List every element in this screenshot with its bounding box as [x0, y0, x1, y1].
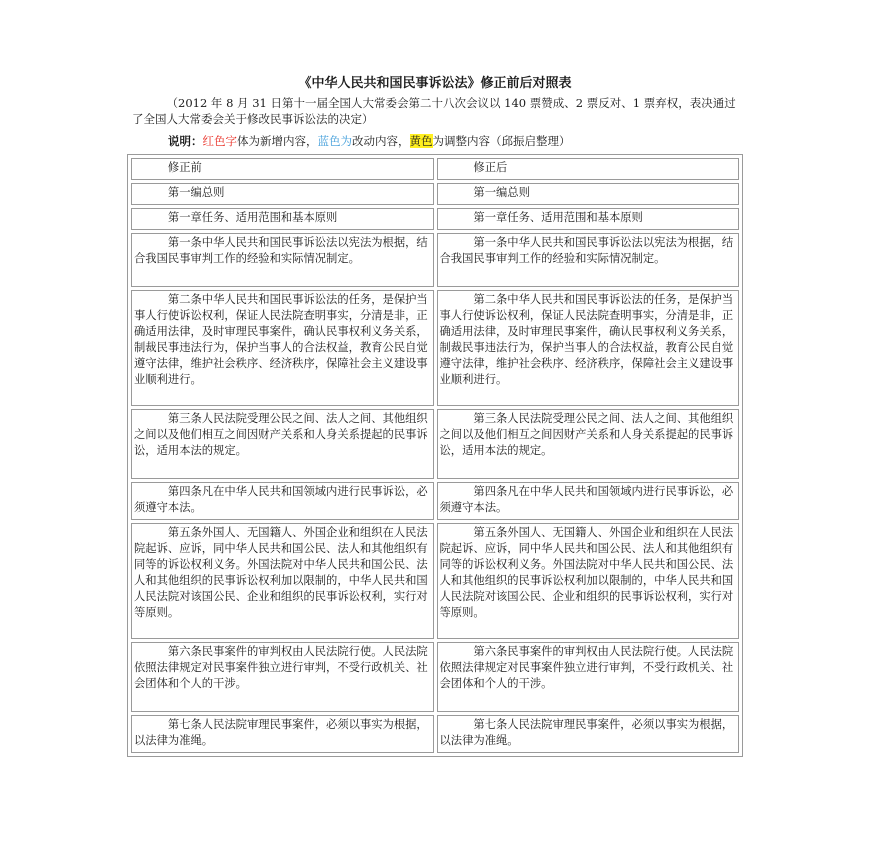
legend-text-1: 体为新增内容，	[237, 134, 318, 148]
document-title: 《中华人民共和国民事诉讼法》修正前后对照表	[298, 76, 572, 91]
cell-before: 第三条人民法院受理公民之间、法人之间、其他组织之间以及他们相互之间因财产关系和人身关系提起的民事诉讼，适用本法的规定。	[131, 409, 434, 479]
cell-after: 第七条人民法院审理民事案件，必须以事实为根据，以法律为准绳。	[437, 715, 740, 753]
cell-before: 第一条中华人民共和国民事诉讼法以宪法为根据，结合我国民事审判工作的经验和实际情况制定。	[131, 233, 434, 287]
legend-yellow-text: 黄色	[409, 134, 433, 148]
table-row	[131, 642, 739, 712]
table-row	[131, 523, 739, 639]
cell-before: 第六条民事案件的审判权由人民法院行使。人民法院依照法律规定对民事案件独立进行审判，不受行政机关、社会团体和个人的干涉。	[131, 642, 434, 712]
cell-after: 第五条外国人、无国籍人、外国企业和组织在人民法院起诉、应诉，同中华人民共和国公民、法人和其他组织有同等的诉讼权利义务。外国法院对中华人民共和国公民、法人和其他组织的民事诉讼权利加以限制的，中华人民共和国人民法院对该国公民、企业和组织的民事诉讼权利，实行对等原则。	[437, 523, 740, 639]
legend-line	[168, 133, 571, 149]
legend-blue-text: 蓝色为	[317, 134, 352, 148]
cell-before: 第七条人民法院审理民事案件，必须以事实为根据，以法律为准绳。	[131, 715, 434, 753]
table-row	[131, 158, 739, 180]
table-row	[131, 208, 739, 230]
cell-after: 第二条中华人民共和国民事诉讼法的任务，是保护当事人行使诉讼权利，保证人民法院查明事实，分清是非，正确适用法律，及时审理民事案件，确认民事权利义务关系，制裁民事违法行为，保护当事人的合法权益，教育公民自觉遵守法律，维护社会秩序、经济秩序，保障社会主义建设事业顺利进行。	[437, 290, 740, 406]
cell-before: 第四条凡在中华人民共和国领域内进行民事诉讼，必须遵守本法。	[131, 482, 434, 520]
cell-before: 第一编总则	[131, 183, 434, 205]
table-row	[131, 482, 739, 520]
legend-label: 说明：	[168, 134, 203, 148]
cell-before: 第一章任务、适用范围和基本原则	[131, 208, 434, 230]
legend-text-3: 为调整内容（邱振启整理）	[432, 134, 571, 148]
table-row	[131, 290, 739, 406]
comparison-table	[127, 154, 743, 757]
table-row	[131, 233, 739, 287]
cell-before: 第二条中华人民共和国民事诉讼法的任务，是保护当事人行使诉讼权利，保证人民法院查明事实，分清是非，正确适用法律，及时审理民事案件，确认民事权利义务关系，制裁民事违法行为，保护当事人的合法权益，教育公民自觉遵守法律，维护社会秩序、经济秩序，保障社会主义建设事业顺利进行。	[131, 290, 434, 406]
cell-after: 第四条凡在中华人民共和国领域内进行民事诉讼，必须遵守本法。	[437, 482, 740, 520]
cell-after: 第一章任务、适用范围和基本原则	[437, 208, 740, 230]
cell-after: 第一编总则	[437, 183, 740, 205]
cell-after: 第三条人民法院受理公民之间、法人之间、其他组织之间以及他们相互之间因财产关系和人身关系提起的民事诉讼，适用本法的规定。	[437, 409, 740, 479]
table-row	[131, 183, 739, 205]
cell-before: 第五条外国人、无国籍人、外国企业和组织在人民法院起诉、应诉，同中华人民共和国公民、法人和其他组织有同等的诉讼权利义务。外国法院对中华人民共和国公民、法人和其他组织的民事诉讼权利加以限制的，中华人民共和国人民法院对该国公民、企业和组织的民事诉讼权利，实行对等原则。	[131, 523, 434, 639]
cell-after: 修正后	[437, 158, 740, 180]
cell-after: 第六条民事案件的审判权由人民法院行使。人民法院依照法律规定对民事案件独立进行审判，不受行政机关、社会团体和个人的干涉。	[437, 642, 740, 712]
table-row	[131, 409, 739, 479]
cell-after: 第一条中华人民共和国民事诉讼法以宪法为根据，结合我国民事审判工作的经验和实际情况制定。	[437, 233, 740, 287]
cell-before: 修正前	[131, 158, 434, 180]
table-row	[131, 715, 739, 753]
legend-red-text: 红色字	[202, 134, 237, 148]
intro-paragraph: （2012 年 8 月 31 日第十一届全国人大常委会第二十八次会议以 140 票赞成、2 票反对、1 票弃权，表决通过了全国人大常委会关于修改民事诉讼法的决定）	[132, 96, 736, 126]
legend-text-2: 改动内容，	[352, 134, 410, 148]
